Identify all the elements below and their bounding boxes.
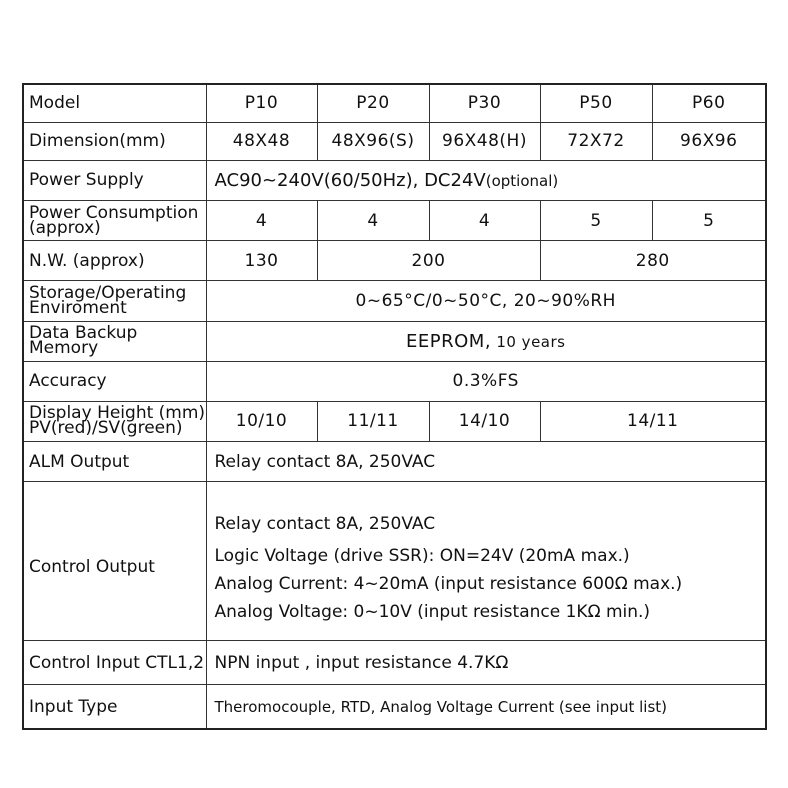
label-control-input: Control Input CTL1,2 [23,640,206,684]
label-model: Model [23,84,206,122]
label-data-backup-line1: Data Backup [29,323,138,344]
input-type-value: Theromocouple, RTD, Analog Voltage Current (see input list) [206,685,766,729]
label-accuracy: Accuracy [23,361,206,401]
control-input-value: NPN input , input resistance 4.7KΩ [206,640,766,684]
row-control-input [23,640,766,684]
label-display-height [23,401,206,441]
control-output-line: Analog Current: 4~20mA (input resistance 600Ω max.) [214,574,683,595]
row-accuracy [23,361,766,401]
dimension-p10: 48X48 [206,122,317,160]
weight-p20-p30: 200 [317,241,540,281]
row-alm-output [23,442,766,482]
model-p50: P50 [540,84,652,122]
label-data-backup-line2: Memory [29,338,99,359]
control-output-value [206,482,766,641]
display-height-p10: 10/10 [206,401,317,441]
power-supply-value [206,160,766,200]
spec-table [22,83,767,730]
row-model [23,84,766,122]
label-net-weight: N.W. (approx) [23,241,206,281]
dimension-p50: 72X72 [540,122,652,160]
alm-output-value: Relay contact 8A, 250VAC [206,442,766,482]
display-height-p30: 14/10 [429,401,540,441]
row-control-output [23,482,766,641]
consumption-p10: 4 [206,201,317,241]
consumption-p60: 5 [652,201,766,241]
label-power-consumption [23,201,206,241]
control-output-line: Analog Voltage: 0~10V (input resistance 1KΩ min.) [214,602,651,623]
row-net-weight [23,241,766,281]
data-backup-value [206,321,766,361]
row-storage [23,281,766,321]
label-input-type: Input Type [23,685,206,729]
label-data-backup [23,321,206,361]
storage-value: 0~65°C/0~50°C, 20~90%RH [206,281,766,321]
data-backup-main: EEPROM, [406,330,492,352]
label-storage-line2: Enviroment [29,297,127,318]
row-display-height [23,401,766,441]
label-dimension: Dimension(mm) [23,122,206,160]
label-storage-line1: Storage/Operating [29,282,187,303]
row-data-backup [23,321,766,361]
control-output-line: Relay contact 8A, 250VAC [214,514,436,535]
weight-p50-p60: 280 [540,241,766,281]
power-supply-main: AC90~240V(60/50Hz), DC24V [214,169,486,191]
label-control-output: Control Output [23,482,206,641]
model-p30: P30 [429,84,540,122]
consumption-p20: 4 [317,201,429,241]
dimension-p30: 96X48(H) [429,122,540,160]
label-power-supply: Power Supply [23,160,206,200]
label-power-consumption-line1: Power Consumption [29,202,199,223]
dimension-p60: 96X96 [652,122,766,160]
consumption-p30: 4 [429,201,540,241]
dimension-p20: 48X96(S) [317,122,429,160]
row-power-supply [23,160,766,200]
row-dimension [23,122,766,160]
data-backup-note: 10 years [491,332,566,351]
display-height-p20: 11/11 [317,401,429,441]
control-output-line: Logic Voltage (drive SSR): ON=24V (20mA max.) [214,546,630,567]
label-power-consumption-line2: (approx) [29,217,101,238]
label-storage [23,281,206,321]
model-p10: P10 [206,84,317,122]
consumption-p50: 5 [540,201,652,241]
row-input-type [23,685,766,729]
model-p20: P20 [317,84,429,122]
accuracy-value: 0.3%FS [206,361,766,401]
display-height-p50-p60: 14/11 [540,401,766,441]
label-display-height-line1: Display Height (mm) [29,403,206,424]
model-p60: P60 [652,84,766,122]
weight-p10: 130 [206,241,317,281]
label-display-height-line2: PV(red)/SV(green) [29,418,183,439]
power-supply-note: (optional) [485,171,559,190]
row-power-consumption [23,201,766,241]
label-alm-output: ALM Output [23,442,206,482]
